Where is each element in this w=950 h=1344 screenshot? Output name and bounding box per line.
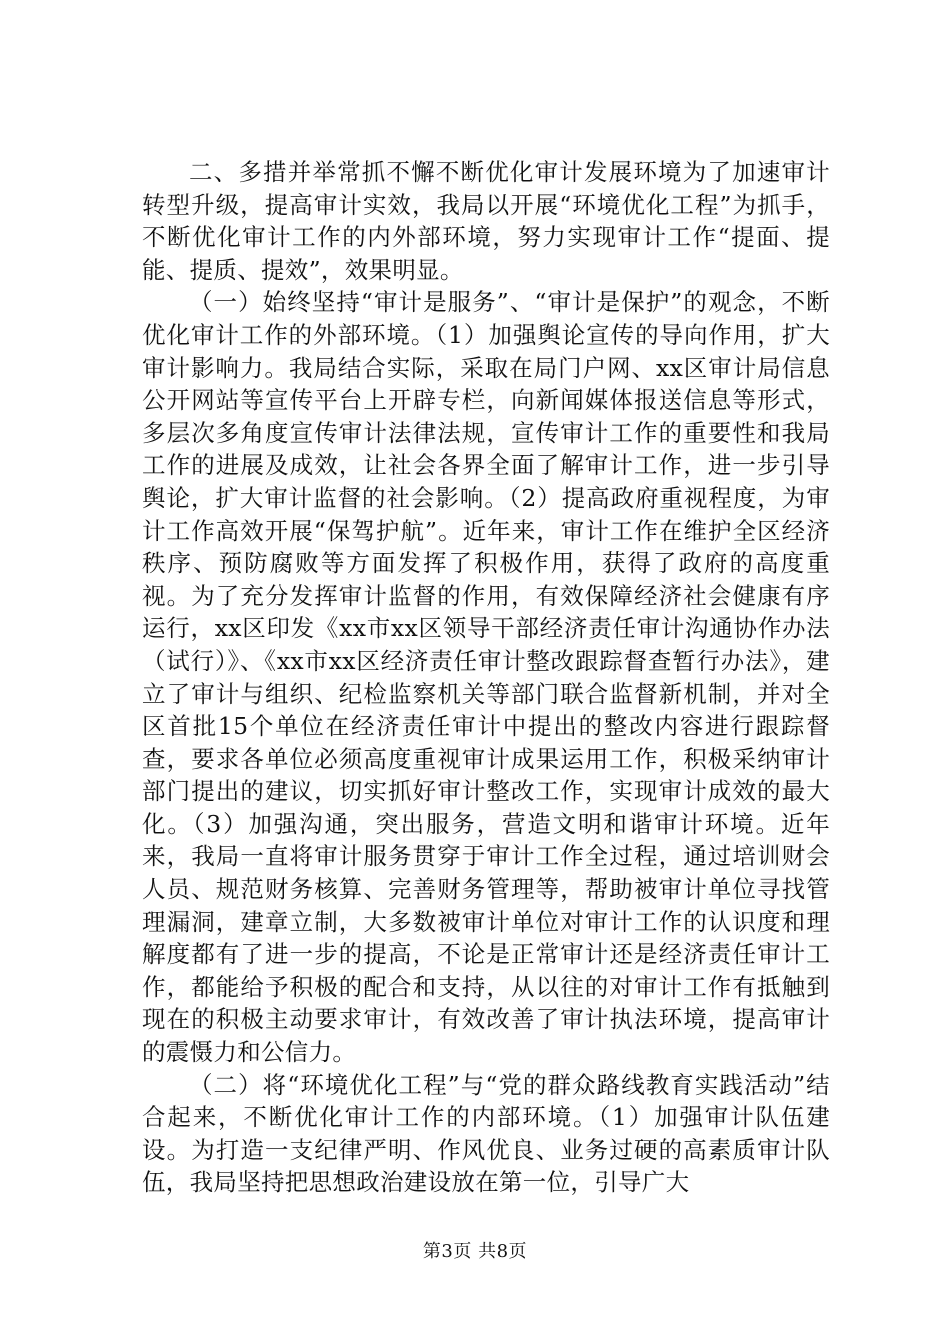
paragraph-section-two-intro: 二、多措并举常抓不懈不断优化审计发展环境为了加速审计转型升级，提高审计实效，我局以开展“环境优化工程”为抓手，不断优化审计工作的内外部环境，努力实现审计工作“提面、提能、提质、提效”，效果明显。 — [142, 158, 830, 284]
paragraph-subsection-two: （二）将“环境优化工程”与“党的群众路线教育实践活动”结合起来，不断优化审计工作的内部环境。（1）加强审计队伍建设。为打造一支纪律严明、作风优良、业务过硬的高素质审计队伍，我局坚持把思想政治建设放在第一位，引导广大 — [142, 1070, 830, 1197]
document-body — [142, 156, 830, 1199]
paragraph-subsection-one: （一）始终坚持“审计是服务”、“审计是保护”的观念，不断优化审计工作的外部环境。（1）加强舆论宣传的导向作用，扩大审计影响力。我局结合实际，采取在局门户网、xx区审计局信息公开网站等宣传平台上开辟专栏，向新闻媒体报送信息等形式，多层次多角度宣传审计法律法规，宣传审计工作的重要性和我局工作的进展及成效，让社会各界全面了解审计工作，进一步引导舆论，扩大审计监督的社会影响。（2）提高政府重视程度，为审计工作高效开展“保驾护航”。近年来，审计工作在维护全区经济秩序、预防腐败等方面发挥了积极作用，获得了政府的高度重视。为了充分发挥审计监督的作用，有效保障经济社会健康有序运行，xx区印发《xx市xx区领导干部经济责任审计沟通协作办法（试行）》、《xx市xx区经济责任审计整改跟踪督查暂行办法》，建立了审计与组织、纪检监察机关等部门联合监督新机制，并对全区首批15个单位在经济责任审计中提出的整改内容进行跟踪督查，要求各单位必须高度重视审计成果运用工作，积极采纳审计部门提出的建议，切实抓好审计整改工作，实现审计成效的最大化。（3）加强沟通，突出服务，营造文明和谐审计环境。近年来，我局一直将审计服务贯穿于审计工作全过程，通过培训财会人员、规范财务核算、完善财务管理等，帮助被审计单位寻找管理漏洞，建章立制，大多数被审计单位对审计工作的认识度和理解度都有了进一步的提高，不论是正常审计还是经济责任审计工作，都能给予积极的配合和支持，从以往的对审计工作有抵触到现在的积极主动要求审计，有效改善了审计执法环境，提高审计的震慑力和公信力。 — [142, 288, 830, 1067]
page-number-footer: 第3页 共8页 — [422, 1241, 528, 1262]
